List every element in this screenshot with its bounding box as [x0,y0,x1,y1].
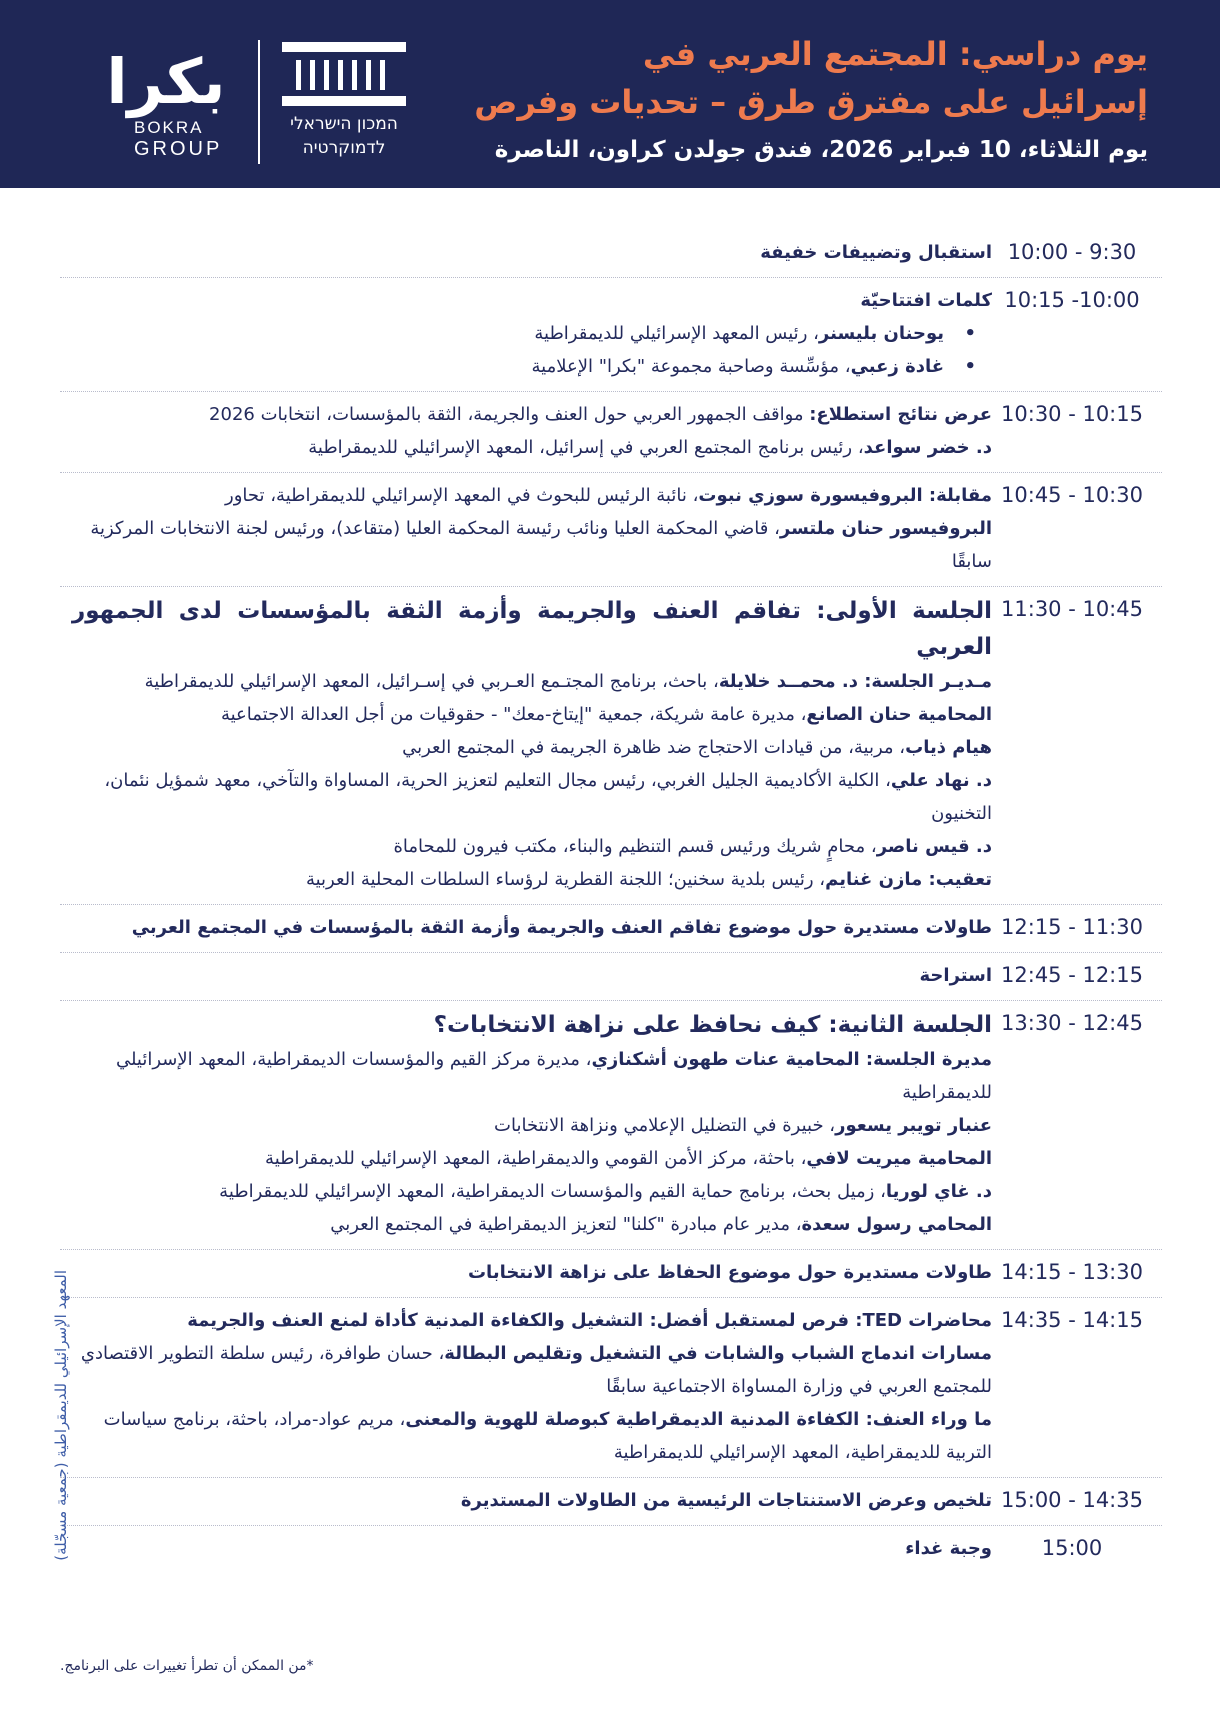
bokra-en-line1: BOKRA [134,118,204,137]
speaker-desc: ، رئيس المعهد الإسرائيلي للديمقراطية [534,323,819,344]
bottom-strip [0,1716,1220,1726]
list-item [72,1403,992,1469]
schedule-row [60,1250,1162,1298]
bokra-arabic-wordmark: بكرا [106,45,226,118]
schedule-row [60,230,1162,278]
list-item [72,698,992,731]
speaker-name: تعقيب: مازن غنايم [825,869,992,890]
session-title: الجلسة الأولى: تفاقم العنف والجريمة وأزمة الثقة بالمؤسسات لدى الجمهور العربي [72,598,992,660]
idi-logo [274,40,414,170]
row-time: 10:00 - 9:30 [1007,240,1137,264]
speaker-name: المحامي رسول سعدة [801,1214,992,1235]
schedule-row [60,1001,1162,1250]
bokra-logo [86,46,246,166]
idi-columns-icon [274,40,414,108]
row-time: 10:30 - 10:15 [1001,402,1143,426]
list-item [72,1109,992,1142]
event-title-line1: يوم دراسي: المجتمع العربي في [642,35,1148,73]
speaker-name: المحامية ميريت لافي [806,1148,992,1169]
row-content [60,1484,992,1517]
row-sub-line [72,431,992,464]
schedule-row [60,392,1162,473]
row-content [60,1532,992,1565]
list-item [72,731,992,764]
row-title: كلمات افتتاحيّة [860,290,992,311]
list-item [72,830,992,863]
side-vertical-text [8,1270,70,1650]
list-item [72,1142,992,1175]
row-title: وجبة غداء [905,1538,992,1559]
list-item [72,764,992,830]
speaker-desc: ، مديرة عامة شريكة، جمعية "إيتاخ-معك" - حقوقيات من أجل العدالة الاجتماعية [220,704,807,725]
row-time: 15:00 - 14:35 [1001,1488,1143,1512]
speaker-desc: ، باحثة، مركز الأمن القومي والديمقراطية، المعهد الإسرائيلي للديمقراطية [265,1148,807,1169]
schedule-row [60,1298,1162,1478]
speaker-name: المحامية حنان الصانع [806,704,992,725]
talk-title: مسارات اندماج الشباب والشابات في التشغيل وتقليص البطالة [444,1343,992,1364]
speaker-desc: ، مدير عام مبادرة "كلنا" لتعزيز الديمقراطية في المجتمع العربي [330,1214,802,1235]
speaker-name: د. قيس ناصر [876,836,992,857]
list-item [72,1337,992,1403]
row-content [60,1304,992,1469]
schedule-row [60,473,1162,587]
footer-note: *من الممكن أن تطرأ تغييرات على البرنامج. [60,1658,314,1674]
talk-title: ما وراء العنف: الكفاءة المدنية الديمقراطية كبوصلة للهوية والمعنى [405,1409,992,1430]
bokra-en-line2: GROUP [134,138,223,160]
row-content [60,1256,992,1289]
side-vertical-label: المعهد الإسرائيلي للديمقراطية (جمعية مسجّلة) [52,1270,70,1561]
session-title: الجلسة الثانية: كيف نحافظ على نزاهة الانتخابات؟ [433,1012,992,1038]
row-lead-line [72,479,992,512]
row-title: تلخيص وعرض الاستنتاجات الرئيسية من الطاولات المستديرة [460,1490,992,1511]
list-item [72,665,992,698]
schedule-list [60,230,1162,1573]
row-content [60,284,992,383]
row-content [60,1007,992,1241]
speaker-desc: ، قاضي المحكمة العليا ونائب رئيسة المحكمة العليا (متقاعد)، ورئيس لجنة الانتخابات المركزية سابقًا [90,518,992,572]
header-banner [0,0,1220,188]
speaker-desc: ، رئيس برنامج المجتمع العربي في إسرائيل، المعهد الإسرائيلي للديمقراطية [308,437,864,458]
event-title-line2: إسرائيل على مفترق طرق – تحديات وفرص [474,83,1148,121]
event-date-venue: يوم الثلاثاء، 10 فبراير 2026، فندق جولدن كراون، الناصرة [494,137,1148,163]
list-item [72,350,962,383]
speaker-desc: ، باحث، برنامج المجتـمع العـربي في إسـرائيل، المعهد الإسرائيلي للديمقراطية [144,671,719,692]
speaker-desc: ، محامٍ شريك ورئيس قسم التنظيم والبناء، مكتب فيرون للمحاماة [393,836,877,857]
schedule-row [60,953,1162,1001]
row-content [60,398,992,464]
list-item [72,317,962,350]
row-content [60,479,992,578]
row-lead: عرض نتائج استطلاع: [809,404,992,425]
list-item [72,1208,992,1241]
title-block [448,30,1148,168]
row-title: استقبال وتضييفات خفيفة [760,242,992,263]
row-time: 12:45 - 12:15 [1001,963,1143,987]
speaker-desc: ، خبيرة في التضليل الإعلامي ونزاهة الانتخابات [494,1115,836,1136]
speaker-name: عنبار تويبر يسعور [835,1115,992,1136]
row-time: 13:30 - 12:45 [1001,1011,1143,1035]
schedule-row [60,1526,1162,1573]
row-time: 10:45 - 10:30 [1001,483,1143,507]
schedule-row [60,1478,1162,1526]
speaker-desc: ، مديرة مركز القيم والمؤسسات الديمقراطية، المعهد الإسرائيلي للديمقراطية [115,1049,992,1103]
speaker-desc: ، مربية، من قيادات الاحتجاج ضد ظاهرة الجريمة في المجتمع العربي [402,737,906,758]
idi-logo-line2: לדמוקרטיה [302,138,386,158]
row-sub-line [72,512,992,578]
speaker-name: مـديـر الجلسة: د. محمــد خلايلة [718,671,992,692]
row-lead-desc: ، نائبة الرئيس للبحوث في المعهد الإسرائيلي للديمقراطية، تحاور [225,485,699,506]
idi-logo-text [274,112,414,160]
row-time: 10:15 -10:00 [1004,288,1140,312]
speaker-desc: ، الكلية الأكاديمية الجليل الغربي، رئيس مجال التعليم لتعزيز الحرية، المساواة والتآخي، معهد شمؤيل نئمان، التخنيون [104,770,992,824]
row-time: 12:15 - 11:30 [1001,915,1143,939]
speaker-name: غادة زعبي [850,356,944,377]
row-lead-desc: مواقف الجمهور العربي حول العنف والجريمة، الثقة بالمؤسسات، انتخابات 2026 [209,404,810,425]
speaker-desc: ، زميل بحث، برنامج حماية القيم والمؤسسات الديمقراطية، المعهد الإسرائيلي للديمقراطية [219,1181,886,1202]
speaker-name: د. نهاد علي [890,770,992,791]
schedule-row [60,905,1162,953]
row-title: طاولات مستديرة حول موضوع تفاقم العنف والجريمة وأزمة الثقة بالمؤسسات في المجتمع العربي [131,917,992,938]
row-content [60,911,992,944]
speaker-name: يوحنان بليسنر [818,323,944,344]
talk-desc: ، حسان طوافرة، رئيس سلطة التطوير الاقتصادي للمجتمع العربي في وزارة المساواة الاجتماعية سابقًا [80,1343,992,1397]
schedule-row [60,587,1162,905]
list-item [72,1175,992,1208]
speaker-name: د. غاي لوريا [885,1181,992,1202]
speaker-desc: ، رئيس بلدية سخنين؛ اللجنة القطرية لرؤساء السلطات المحلية العربية [305,869,826,890]
idi-logo-line1: המכון הישראלי [290,114,398,134]
row-time: 11:30 - 10:45 [1001,597,1143,621]
row-content [60,236,992,269]
speaker-name: د. خضر سواعد [863,437,992,458]
row-lead: مقابلة: البروفيسورة سوزي نبوت [698,485,992,506]
speaker-name: هيام ذياب [905,737,992,758]
row-title: استراحة [919,965,992,986]
row-time: 14:15 - 13:30 [1001,1260,1143,1284]
row-time: 15:00 [1041,1536,1103,1560]
list-item [72,1043,992,1109]
opening-speakers [72,317,962,383]
row-content [60,959,992,992]
talk-desc: ، مريم عواد-مراد، باحثة، برنامج سياسات التربية للديمقراطية، المعهد الإسرائيلي للديمقراطية [103,1409,992,1463]
row-content [60,593,992,896]
logo-divider [258,40,260,164]
list-item [72,863,992,896]
speaker-name: مديرة الجلسة: المحامية عنات طهون أشكنازي [591,1049,992,1070]
row-time: 14:35 - 14:15 [1001,1308,1143,1332]
speaker-name: البروفيسور حنان ملتسر [779,518,992,539]
row-lead-line [72,398,992,431]
row-title: طاولات مستديرة حول موضوع الحفاظ على نزاهة الانتخابات [467,1262,992,1283]
row-lead: محاضرات TED: فرص لمستقبل أفضل: التشغيل والكفاءة المدنية كأداة لمنع العنف والجريمة [187,1310,992,1331]
speaker-desc: ، مؤسِّسة وصاحبة مجموعة "بكرا" الإعلامية [531,356,851,377]
schedule-row [60,278,1162,392]
